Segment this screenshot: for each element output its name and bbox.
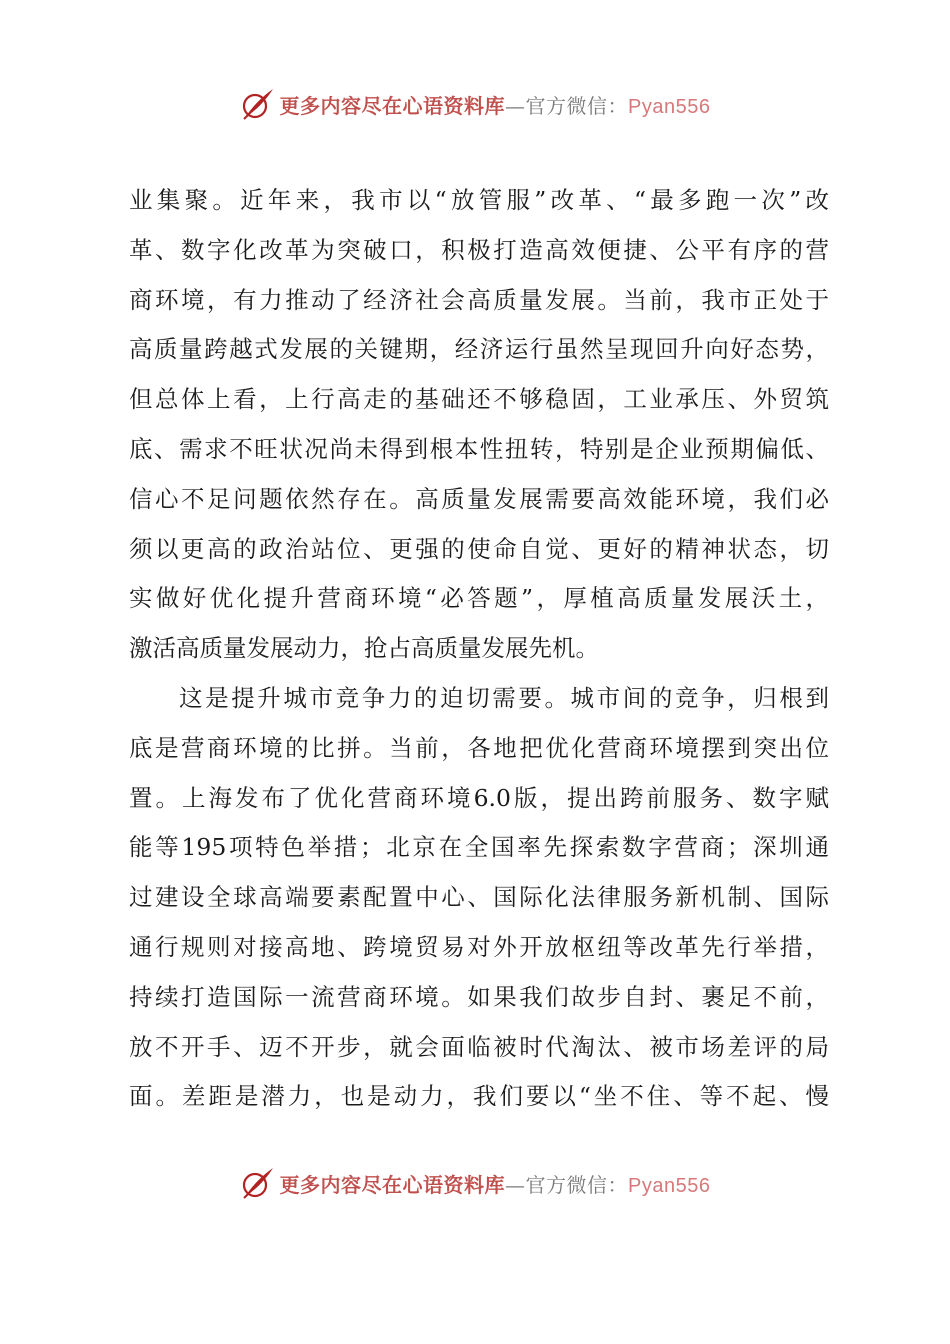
wechat-id: Pyan556 — [628, 95, 711, 118]
wechat-label: 官方微信： — [525, 93, 629, 118]
text-line: 底是营商环境的比拼。当前，各地把优化营商环境摆到突出位 — [129, 733, 829, 762]
quill-logo-icon — [240, 1165, 276, 1201]
banner-separator: — — [505, 93, 526, 118]
text-line: 激活高质量发展动力，抢占高质量发展先机。 — [129, 634, 599, 663]
text-line: 放不开手、迈不开步，就会面临被时代淘汰、被市场差评的局 — [129, 1032, 829, 1061]
banner-title: 更多内容尽在心语资料库 — [279, 1172, 506, 1197]
text-line: 实做好优化提升营商环境“必答题”，厚植高质量发展沃土， — [129, 584, 829, 613]
text-line: 置。上海发布了优化营商环境6.0版，提出跨前服务、数字赋 — [129, 783, 829, 812]
paragraph-2 — [129, 674, 829, 1122]
text-line: 须以更高的政治站位、更强的使命自觉、更好的精神状态，切 — [129, 534, 829, 563]
text-line: 持续打造国际一流营商环境。如果我们故步自封、裹足不前， — [129, 982, 829, 1011]
footer-banner — [0, 1163, 950, 1203]
text-line: 高质量跨越式发展的关键期，经济运行虽然呈现回升向好态势， — [129, 335, 829, 364]
text-line: 过建设全球高端要素配置中心、国际化法律服务新机制、国际 — [129, 883, 829, 912]
text-line: 业集聚。近年来，我市以“放管服”改革、“最多跑一次”改 — [129, 186, 829, 214]
banner-separator: — — [505, 1172, 526, 1197]
text-line: 这是提升城市竞争力的迫切需要。城市间的竞争，归根到 — [179, 683, 829, 712]
article-body — [129, 176, 829, 1122]
banner-text — [280, 1169, 711, 1198]
header-banner — [0, 84, 950, 124]
banner-text — [280, 90, 711, 119]
text-line: 但总体上看，上行高走的基础还不够稳固，工业承压、外贸筑 — [129, 385, 829, 414]
banner-title: 更多内容尽在心语资料库 — [279, 93, 506, 118]
text-line: 面。差距是潜力，也是动力，我们要以“坐不住、等不起、慢 — [129, 1082, 829, 1111]
text-line: 底、需求不旺状况尚未得到根本性扭转，特别是企业预期偏低、 — [129, 434, 829, 463]
text-line: 通行规则对接高地、跨境贸易对外开放枢纽等改革先行举措， — [129, 932, 829, 961]
paragraph-1 — [129, 176, 829, 674]
text-line: 信心不足问题依然存在。高质量发展需要高效能环境，我们必 — [129, 484, 829, 513]
text-line: 能等195项特色举措；北京在全国率先探索数字营商；深圳通 — [129, 833, 829, 862]
text-line: 革、数字化改革为突破口，积极打造高效便捷、公平有序的营 — [129, 235, 829, 264]
wechat-label: 官方微信： — [525, 1172, 629, 1197]
wechat-id: Pyan556 — [628, 1174, 711, 1197]
quill-logo-icon — [240, 86, 276, 122]
text-line: 商环境，有力推动了经济社会高质量发展。当前，我市正处于 — [129, 285, 829, 314]
